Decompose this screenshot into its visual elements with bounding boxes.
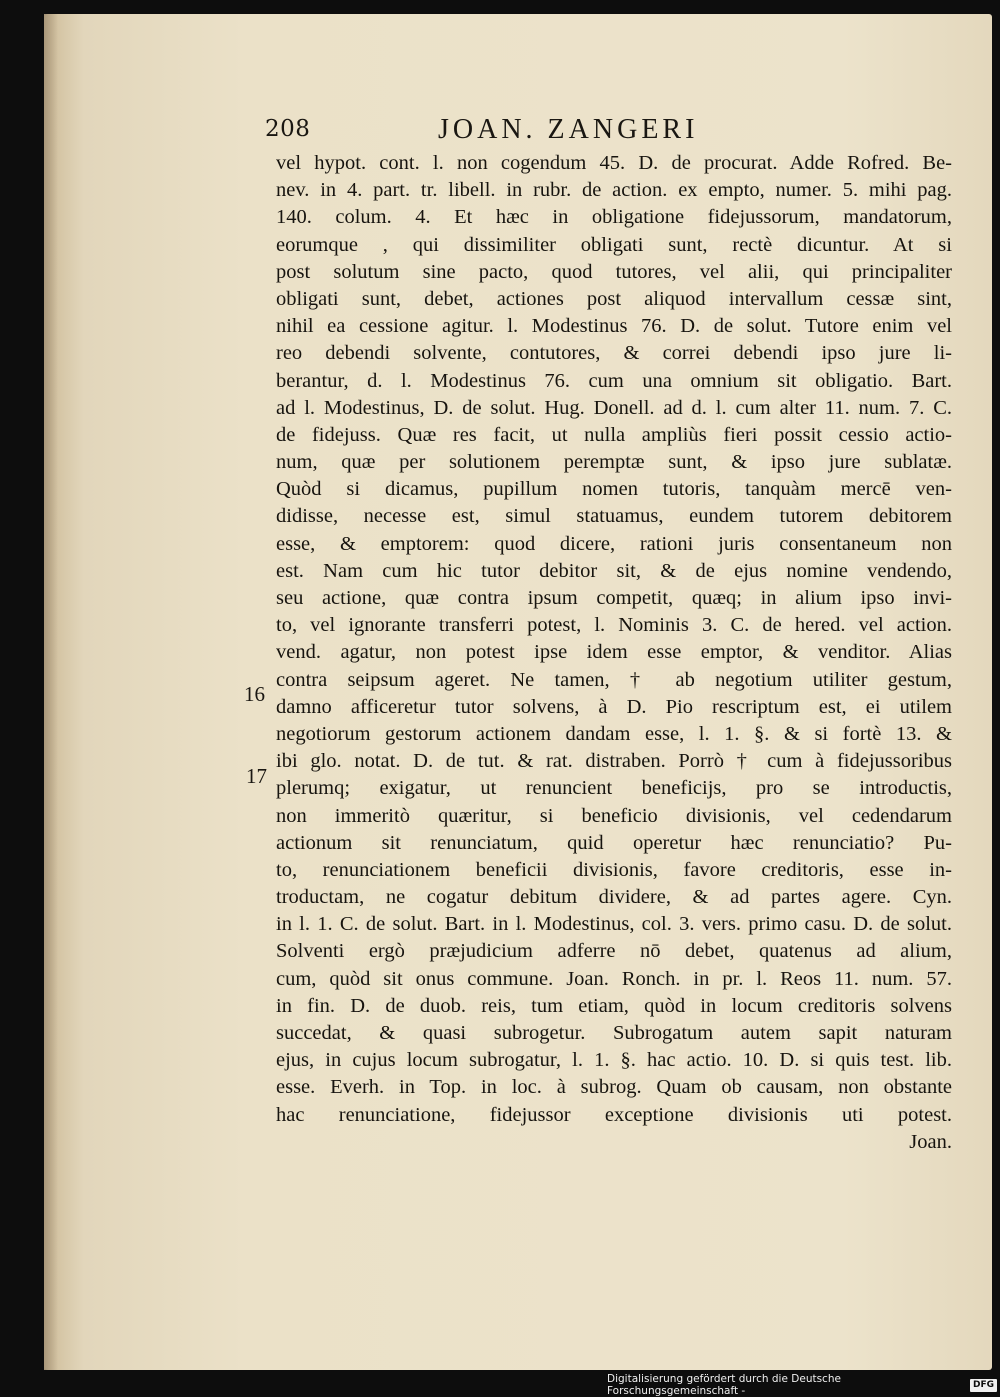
text-line: seu actione, quæ contra ipsum competit, quæq; in alium ipso invi- <box>276 587 952 609</box>
page-gutter-shadow <box>44 14 58 1370</box>
text-line: eorumque , qui dissimiliter obligati sunt, rectè dicuntur. At si <box>276 233 952 256</box>
text-line: didisse, necesse est, simul statuamus, eundem tutorem debitorem <box>276 505 952 528</box>
text-line: to, renunciationem beneficii divisionis, favore creditoris, esse in- <box>276 858 952 881</box>
text-line: to, vel ignorante transferri potest, l. Nominis 3. C. de hered. vel action. <box>276 614 952 637</box>
text-line: ejus, in cujus locum subrogatur, l. 1. §. hac actio. 10. D. si quis test. lib. <box>276 1049 952 1072</box>
margin-note-number: 16 <box>244 682 265 706</box>
catchword: Joan. <box>909 1130 952 1153</box>
body-text <box>276 150 952 1156</box>
text-line: in fin. D. de duob. reis, tum etiam, quòd in locum creditoris solvens <box>276 994 952 1017</box>
text-line: num, quæ per solutionem peremptæ sunt, & ipso jure sublatæ. <box>276 451 952 474</box>
text-line: berantur, d. l. Modestinus 76. cum una omnium sit obligatio. Bart. <box>276 369 952 392</box>
text-line: hac renunciatione, fidejussor exceptione divisionis uti potest. <box>276 1103 952 1126</box>
footer <box>607 1373 997 1397</box>
dfg-logo: DFG <box>970 1379 997 1392</box>
running-title: JOAN. ZANGERI <box>438 114 699 145</box>
text-line: ibi glo. notat. D. de tut. & rat. distraben. Porrò † cum à fidejussoribus <box>276 750 952 773</box>
text-line: esse. Everh. in Top. in loc. à subrog. Quam ob causam, non obstante <box>276 1076 952 1099</box>
text-line: nev. in 4. part. tr. libell. in rubr. de action. ex empto, numer. 5. mihi pag. <box>276 179 952 202</box>
text-line: in l. 1. C. de solut. Bart. in l. Modestinus, col. 3. vers. primo casu. D. de solut. <box>276 913 952 936</box>
text-line: reo debendi solvente, contutores, & correi debendi ipso jure li- <box>276 342 952 365</box>
text-line: vend. agatur, non potest ipse idem esse emptor, & venditor. Alias <box>276 641 952 664</box>
text-line: est. Nam cum hic tutor debitor sit, & de ejus nomine vendendo, <box>276 559 952 582</box>
running-head <box>265 114 965 150</box>
text-line: troductam, ne cogatur debitum dividere, & ad partes agere. Cyn. <box>276 886 952 909</box>
text-line: nihil ea cessione agitur. l. Modestinus 76. D. de solut. Tutore enim vel <box>276 315 952 338</box>
text-line: negotiorum gestorum actionem dandam esse, l. 1. §. & si fortè 13. & <box>276 722 952 745</box>
text-line: actionum sit renunciatum, quid operetur hæc renunciatio? Pu- <box>276 831 952 854</box>
text-line: cum, quòd sit onus commune. Joan. Ronch. in pr. l. Reos 11. num. 57. <box>276 967 952 990</box>
text-line: ad l. Modestinus, D. de solut. Hug. Donell. ad d. l. cum alter 11. num. 7. C. <box>276 396 952 419</box>
margin-note-number: 17 <box>246 764 267 788</box>
text-line: non immeritò quæritur, si beneficio divisionis, vel cedendarum <box>276 804 952 827</box>
text-line: Solventi ergò præjudicium adferre nō debet, quatenus ad alium, <box>276 940 952 963</box>
text-line: esse, & emptorem: quod dicere, rationi juris consentaneum non <box>276 532 952 555</box>
text-line: contra seipsum ageret. Ne tamen, † ab negotium utiliter gestum, <box>276 668 952 691</box>
text-line: plerumq; exigatur, ut renuncient beneficijs, pro se introductis, <box>276 777 952 800</box>
text-line: vel hypot. cont. l. non cogendum 45. D. de procurat. Adde Rofred. Be- <box>276 152 952 174</box>
text-line: de fidejuss. Quæ res facit, ut nulla ampliùs fieri possit cessio actio- <box>276 423 952 446</box>
text-line: post solutum sine pacto, quod tutores, vel alii, qui principaliter <box>276 260 952 283</box>
text-line: damno afficeretur tutor solvens, à D. Pio rescriptum est, ei utilem <box>276 695 952 718</box>
text-line: obligati sunt, debet, actiones post aliquod intervallum cessæ sint, <box>276 287 952 310</box>
text-line: succedat, & quasi subrogetur. Subrogatum autem sapit naturam <box>276 1022 952 1044</box>
text-line: Quòd si dicamus, pupillum nomen tutoris, tanquàm mercē ven- <box>276 478 952 501</box>
page-number: 208 <box>265 116 311 142</box>
text-line: 140. colum. 4. Et hæc in obligatione fidejussorum, mandatorum, <box>276 206 952 229</box>
footer-credit: Digitalisierung gefördert durch die Deutsche Forschungsgemeinschaft - <box>607 1373 841 1397</box>
